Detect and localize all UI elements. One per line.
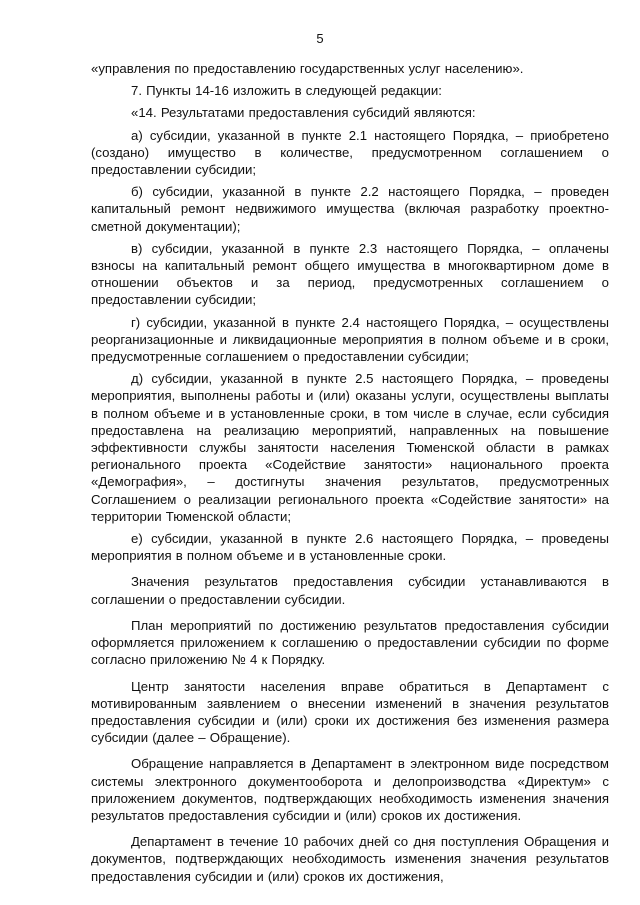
paragraph-point-14: «14. Результатами предоставления субсидий являются:: [131, 105, 476, 121]
paragraph-subpoint-e: е) субсидии, указанной в пункте 2.6 настоящего Порядка, – проведены мероприятия в полном объеме и в установленные сроки.: [91, 531, 609, 564]
paragraph-subpoint-b: б) субсидии, указанной в пункте 2.2 настоящего Порядка, – проведен капитальный ремонт недвижимого имущества (включая разработку проектно-сметной документации);: [91, 184, 609, 234]
paragraph-subpoint-d: д) субсидии, указанной в пункте 2.5 настоящего Порядка, – проведены мероприятия, выполнены работы и (или) оказаны услуги, осуществлены выплаты в полном объеме и в установленные сроки, в том числе в случае, если субсидия предоставлена на реализацию мероприятий, направленных на повышение эффективности службы занятости населения Тюменской области в рамках регионального проекта «Содействие занятости» национального проекта «Демография», – достигнуты значения результатов, предусмотренных Соглашением о реализации регионального проекта «Содействие занятости» на территории Тюменской области;: [91, 371, 609, 524]
paragraph-subpoint-v: в) субсидии, указанной в пункте 2.3 настоящего Порядка, – оплачены взносы на капитальный ремонт общего имущества в многоквартирном доме в отношении объектов и за период, предусмотренных соглашением о предоставлении субсидии;: [91, 240, 609, 308]
paragraph-appeal: Обращение направляется в Департамент в электронном виде посредством системы электронного документооборота и делопроизводства «Директум» с приложением документов, подтверждающих необходимость изменения значения результатов предоставления субсидии и (или) сроков их достижения.: [91, 756, 609, 823]
document-body: [91, 60, 609, 890]
paragraph-department-review: Департамент в течение 10 рабочих дней со дня поступления Обращения и документов, подтверждающих необходимость изменения значения результатов предоставления субсидии и (или) сроков их достижения,: [91, 834, 609, 884]
paragraph-subpoint-g: г) субсидии, указанной в пункте 2.4 настоящего Порядка, – осуществлены реорганизационные и ликвидационные мероприятия в полном объеме и в сроки, предусмотренные соглашением о предоставлении субсидии;: [91, 314, 609, 365]
paragraph-continuation: «управления по предоставлению государственных услуг населению».: [91, 61, 524, 76]
page-number: 5: [316, 31, 324, 46]
paragraph-result-values: Значения результатов предоставления субсидии устанавливаются в соглашении о предоставлении субсидии.: [91, 574, 609, 607]
paragraph-subpoint-a: а) субсидии, указанной в пункте 2.1 настоящего Порядка, – приобретено (создано) имущество в количестве, предусмотренном соглашением о предоставлении субсидии;: [91, 127, 609, 178]
paragraph-employment-center: Центр занятости населения вправе обратиться в Департамент с мотивированным заявлением о внесении изменений в значения результатов предоставления субсидии и (или) сроки их достижения без изменения размера субсидии (далее – Обращение).: [91, 678, 609, 746]
paragraph-item-7: 7. Пункты 14-16 изложить в следующей редакции:: [131, 83, 442, 99]
paragraph-action-plan: План мероприятий по достижению результатов предоставления субсидии оформляется приложением к соглашению о предоставлении субсидии по форме согласно приложению № 4 к Порядку.: [91, 617, 609, 668]
